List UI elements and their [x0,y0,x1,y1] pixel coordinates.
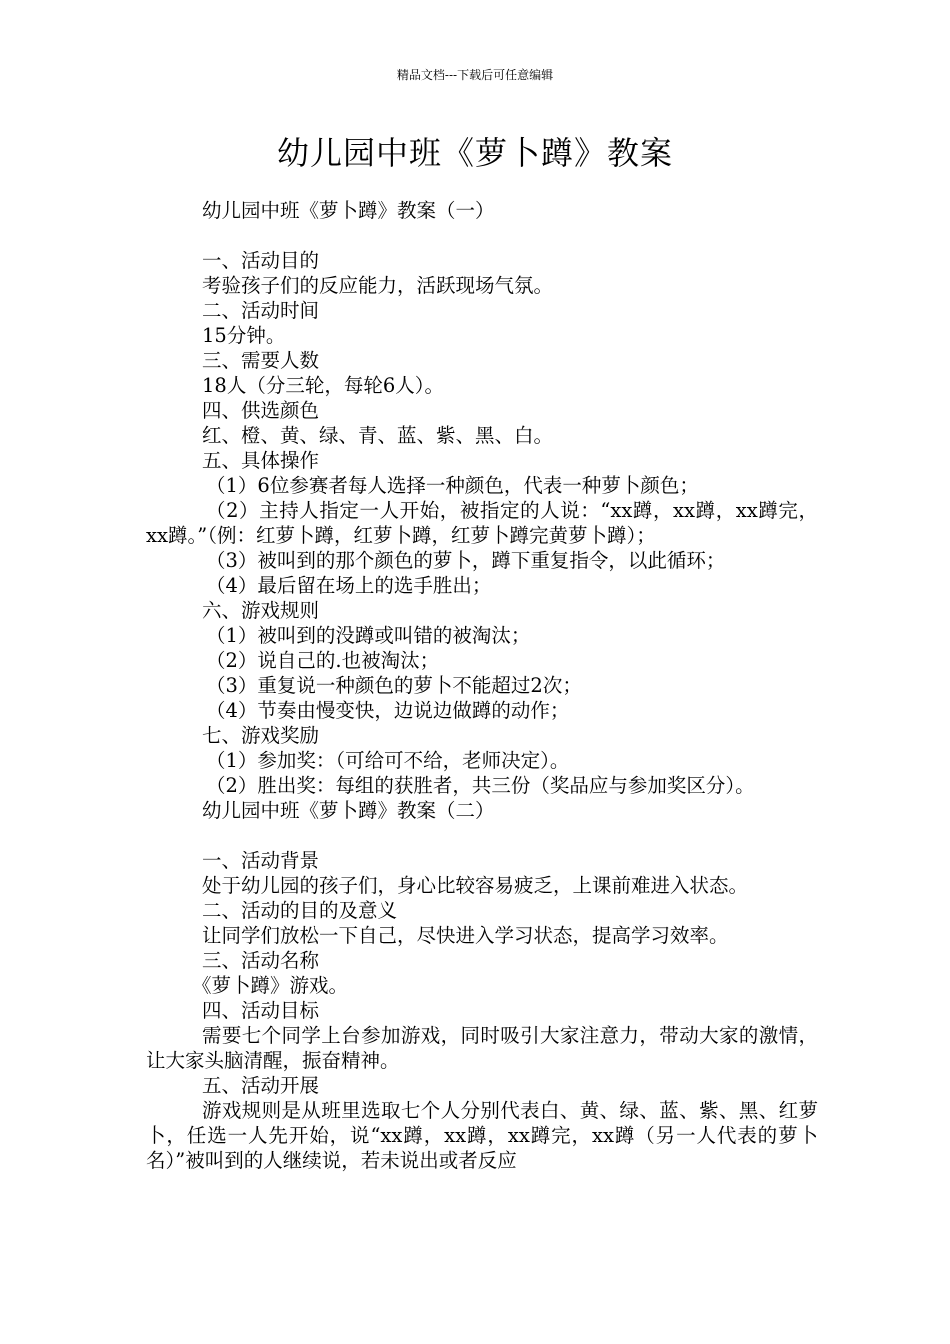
lesson2-section-title: 一、活动背景 [202,849,320,872]
lesson1-section-title: 三、需要人数 [202,349,320,372]
lesson1-section-title: 一、活动目的 [202,249,320,272]
spacer [146,823,818,848]
lesson2-section-title: 五、活动开展 [202,1074,320,1097]
lesson1-section-title: 四、供选颜色 [202,399,320,422]
lesson1-heading: 幼儿园中班《萝卜蹲》教案（一） [202,199,495,222]
list-item: （1）6位参赛者每人选择一种颜色，代表一种萝卜颜色； [206,474,699,497]
lesson2-section-title: 二、活动的目的及意义 [202,899,398,922]
lesson2-section-title: 三、活动名称 [202,949,320,972]
list-item: （2）胜出奖：每组的获胜者，共三份（奖品应与参加奖区分）。 [206,774,755,797]
lesson2-section-text: 需要七个同学上台参加游戏，同时吸引大家注意力，带动大家的激情，让大家头脑清醒，振奋精神。 [146,1024,818,1072]
lesson2-heading: 幼儿园中班《萝卜蹲》教案（二） [202,799,495,822]
lesson1-section-title: 六、游戏规则 [202,599,320,622]
document-body [146,198,818,1173]
lesson2-section-text: 游戏规则是从班里选取七个人分别代表白、黄、绿、蓝、紫、黑、红萝卜，任选一人先开始，说“xx蹲，xx蹲，xx蹲完，xx蹲（另一人代表的萝卜名）”被叫到的人继续说，若未说出或者反应 [146,1099,818,1172]
lesson2-section-text: 处于幼儿园的孩子们，身心比较容易疲乏，上课前难进入状态。 [202,874,749,897]
list-item: （4）节奏由慢变快，边说边做蹲的动作； [206,699,570,722]
lesson1-section-title: 七、游戏奖励 [202,724,320,747]
lesson1-section-text: 考验孩子们的反应能力，活跃现场气氛。 [202,274,554,297]
list-item: （3）重复说一种颜色的萝卜不能超过2次； [206,674,582,697]
lesson2-section-text: 让同学们放松一下自己，尽快进入学习状态，提高学习效率。 [202,924,729,947]
list-item: （4）最后留在场上的选手胜出； [206,574,492,597]
list-item: （2）说自己的.也被淘汰； [206,649,440,672]
lesson2-section-title: 四、活动目标 [202,999,320,1022]
lesson1-section-title: 五、具体操作 [202,449,320,472]
lesson1-section-text: 红、橙、黄、绿、青、蓝、紫、黑、白。 [202,424,554,447]
list-item: （2）主持人指定一人开始，被指定的人说：“xx蹲，xx蹲，xx蹲完，xx蹲。”（例：红萝卜蹲，红萝卜蹲，红萝卜蹲完黄萝卜蹲）； [146,499,818,547]
lesson2-section-text: 《萝卜蹲》游戏。 [192,974,349,997]
list-item: （1）参加奖：（可给可不给，老师决定）。 [206,749,570,772]
list-item: （1）被叫到的没蹲或叫错的被淘汰； [206,624,531,647]
page-header: 精品文档---下载后可任意编辑 [396,68,554,82]
lesson1-section-text: 15分钟。 [202,324,286,347]
document-title: 幼儿园中班《萝卜蹲》教案 [276,134,673,172]
spacer [146,223,818,248]
list-item: （3）被叫到的那个颜色的萝卜，蹲下重复指令，以此循环； [206,549,726,572]
lesson1-section-title: 二、活动时间 [202,299,320,322]
lesson1-section-text: 18人（分三轮，每轮6人）。 [202,374,444,397]
